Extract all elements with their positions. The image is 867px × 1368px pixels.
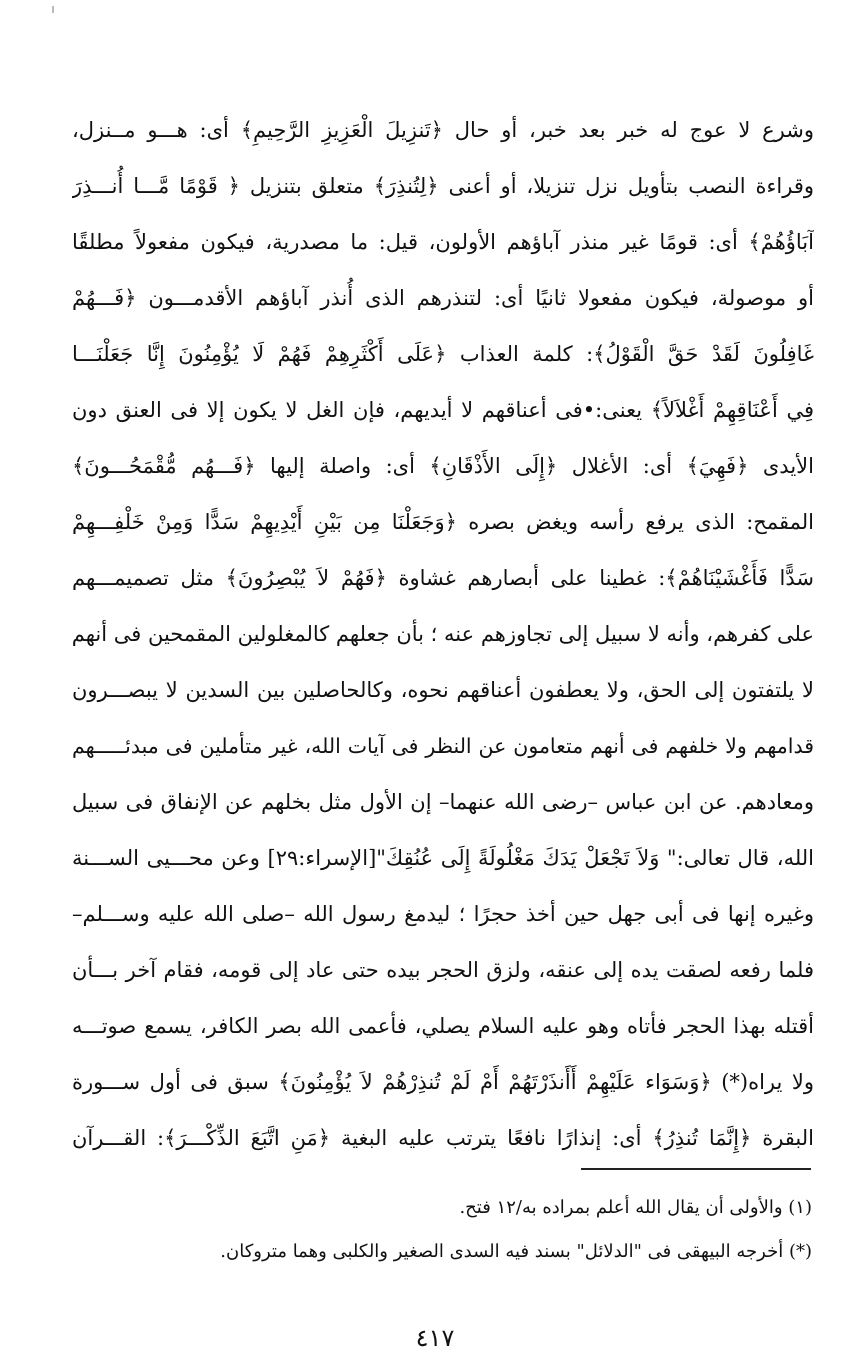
text-line: غَافِلُونَ لَقَدْ حَقَّ الْقَوْلُ﴾: كلمة العذاب ﴿عَلَى أَكْثَرِهِمْ فَهُمْ لَا يُؤْمِنُونَ إِنَّا جَعَلْنَـــا <box>72 342 814 366</box>
text-line: على كفرهم، وأنه لا سبيل إلى تجاوزهم عنه ؛ بأن جعلهم كالمغلولين المقمحين فى أنهم <box>72 622 814 646</box>
text-line: وقراءة النصب بتأويل نزل تنزيلا، أو أعنى ﴿لِتُنذِرَ﴾ متعلق بتنزيل ﴿ قَوْمًا مَّـــا أُنـــذِرَ <box>72 174 814 198</box>
footnote: (١) والأولى أن يقال الله أعلم بمراده به/١٢ فتح. <box>459 1197 812 1218</box>
text-line: سَدًّا فَأَغْشَيْنَاهُمْ﴾: غطينا على أبصارهم غشاوة ﴿فَهُمْ لاَ يُبْصِرُونَ﴾ مثل تصميمـــهم <box>72 566 814 590</box>
text-line: وشرع لا عوج له خبر بعد خبر، أو حال ﴿تَنزِيلَ الْعَزِيزِ الرَّحِيمِ﴾ أى: هـــو مــنزل، <box>72 118 814 142</box>
footnote: (*) أخرجه البيهقى فى "الدلائل" بسند فيه السدى الصغير والكلبى وهما متروكان. <box>220 1241 812 1262</box>
text-line: ومعادهم. عن ابن عباس –رضى الله عنهما– إن الأول مثل بخلهم عن الإنفاق فى سبيل <box>72 790 814 814</box>
main-text-block <box>72 102 814 1166</box>
text-line: لا يلتفتون إلى الحق، ولا يعطفون أعناقهم نحوه، وكالحاصلين بين السدين لا يبصـــرون <box>72 678 814 702</box>
text-line: وغيره إنها فى أبى جهل حين أخذ حجرًا ؛ ليدمغ رسول الله –صلى الله عليه وســـلم– <box>72 902 814 926</box>
page-number: ٤١٧ <box>415 1324 455 1352</box>
footnotes <box>180 1186 812 1274</box>
text-line: أو موصولة، فيكون مفعولا ثانيًا أى: لتنذرهم الذى أُنذر آباؤهم الأقدمـــون ﴿فَـــهُمْ <box>72 286 814 310</box>
scan-mark <box>52 6 54 13</box>
text-line: أقتله بهذا الحجر فأتاه وهو عليه السلام يصلي، فأعمى الله بصر الكافر، يسمع صوتـــه <box>72 1014 814 1038</box>
text-line: البقرة ﴿إِنَّمَا تُنذِرُ﴾ أى: إنذارًا نافعًا يترتب عليه البغية ﴿مَنِ اتَّبَعَ الذِّكْـــرَ﴾: القـــرآن <box>72 1126 814 1150</box>
footnote-separator <box>581 1168 811 1170</box>
text-line: الأيدى ﴿فَهِيَ﴾ أى: الأغلال ﴿إِلَى الأَذْقَانِ﴾ أى: واصلة إليها ﴿فَـــهُم مُّقْمَحُـــونَ﴾ <box>72 454 814 478</box>
text-line: ولا يراه(*) ﴿وَسَوَاء عَلَيْهِمْ أَأَنذَرْتَهُمْ أَمْ لَمْ تُنذِرْهُمْ لاَ يُؤْمِنُونَ﴾ سبق فى أول ســـورة <box>72 1070 814 1094</box>
text-line: فلما رفعه لصقت يده إلى عنقه، ولزق الحجر بيده حتى عاد إلى قومه، فقام آخر بـــأن <box>72 958 814 982</box>
text-line: المقمح: الذى يرفع رأسه ويغض بصره ﴿وَجَعَلْنَا مِن بَيْنِ أَيْدِيهِمْ سَدًّا وَمِنْ خَلْفِـــهِمْ <box>72 510 814 534</box>
text-line: فِي أَعْنَاقِهِمْ أَغْلاَلاً﴾ يعنى:•فى أعناقهم لا أيديهم، فإن الغل لا يكون إلا فى العنق دون <box>72 398 814 422</box>
text-line: قدامهم ولا خلفهم فى أنهم متعامون عن النظر فى آيات الله، غير متأملين فى مبدئـــــهم <box>72 734 814 758</box>
text-line: آبَاؤُهُمْ﴾ أى: قومًا غير منذر آباؤهم الأولون، قيل: ما مصدرية، فيكون مفعولاً مطلقًا <box>72 230 814 254</box>
text-line: الله، قال تعالى:" وَلاَ تَجْعَلْ يَدَكَ مَغْلُولَةً إِلَى عُنُقِكَ"[الإسراء:٢٩] وعن محـــيى الســـنة <box>72 846 814 870</box>
